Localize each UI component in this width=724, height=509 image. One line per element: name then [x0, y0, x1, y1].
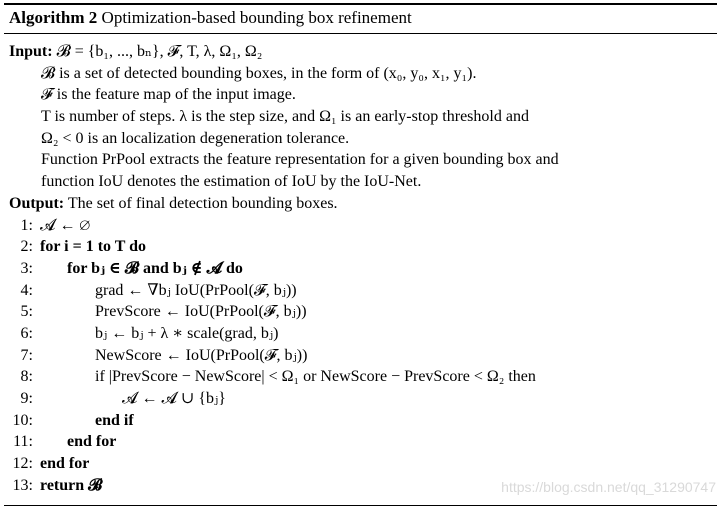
line-number: 9:: [20, 390, 33, 407]
title-rule: [4, 33, 717, 34]
output-line: [9, 193, 559, 215]
line-number: 5:: [20, 303, 33, 321]
code-text: end if: [95, 411, 134, 429]
algorithm-body: [9, 41, 559, 496]
line-number: 11:: [13, 433, 33, 451]
line-number: 12:: [12, 455, 33, 473]
code-text: PrevScore ← IoU(PrPool(𝓕, bⱼ)): [95, 303, 307, 321]
code-text: 𝓐 ← ∅: [40, 216, 91, 234]
code-line: [9, 475, 559, 497]
code-line: [9, 323, 559, 345]
code-line: [9, 280, 559, 302]
code-text: return 𝓑: [40, 476, 103, 494]
code-line: [9, 258, 559, 280]
input-description: Ω₂ < 0 is an localization degeneration tolerance.: [41, 129, 350, 147]
algorithm-name: Optimization-based bounding box refinement: [101, 8, 412, 27]
code-text: for i = 1 to T do: [40, 238, 147, 256]
code-line: [9, 236, 559, 258]
line-number: 6:: [20, 324, 33, 342]
code-line: [9, 366, 559, 388]
code-text: for bⱼ ∈ 𝓑 and bⱼ ∉ 𝓐 do: [67, 259, 243, 277]
code-line: [9, 410, 559, 432]
code-text: bⱼ ← bⱼ + λ ∗ scale(grad, bⱼ): [95, 324, 279, 342]
input-label: Input:: [9, 43, 53, 60]
code-text: grad ← ∇bⱼ IoU(PrPool(𝓕, bⱼ)): [95, 281, 297, 299]
code-line: [9, 431, 559, 453]
output-text: The set of final detection bounding boxes.: [67, 194, 338, 212]
input-line: [9, 41, 559, 63]
algorithm-label: Algorithm 2: [9, 8, 98, 27]
input-description: function IoU denotes the estimation of IoU by the IoU-Net.: [41, 173, 422, 191]
watermark: https://blog.csdn.net/qq_31290747: [501, 479, 716, 495]
code-text: end for: [40, 455, 90, 473]
code-line: [9, 453, 559, 475]
code-line: [9, 388, 559, 410]
line-number: 13:: [12, 476, 33, 494]
code-text: NewScore ← IoU(PrPool(𝓕, bⱼ)): [95, 346, 308, 364]
line-number: 7:: [20, 346, 33, 364]
line-number: 10:: [12, 411, 33, 429]
input-description: 𝓕 is the feature map of the input image.: [41, 86, 296, 104]
algorithm-title: [9, 8, 412, 28]
line-number: 1:: [20, 216, 33, 234]
input-signature: 𝓑 = {b₁, ..., bₙ}, 𝓕, T, λ, Ω₁, Ω₂: [56, 43, 263, 60]
top-rule: [4, 3, 717, 5]
output-label: Output:: [9, 194, 65, 212]
line-number: 4:: [20, 281, 33, 299]
code-line: [9, 301, 559, 323]
input-description: Function PrPool extracts the feature representation for a given bounding box and: [41, 151, 559, 169]
line-number: 3:: [20, 259, 33, 277]
input-description: T is number of steps. λ is the step size, and Ω₁ is an early-stop threshold and: [41, 108, 529, 126]
code-text: if |PrevScore − NewScore| < Ω₁ or NewScore − PrevScore < Ω₂ then: [95, 368, 536, 386]
bottom-rule: [4, 505, 717, 506]
code-text: 𝓐 ← 𝓐 ∪ {bⱼ}: [122, 390, 226, 407]
code-text: end for: [67, 433, 117, 451]
line-number: 2:: [20, 238, 33, 256]
code-line: [9, 215, 559, 237]
line-number: 8:: [20, 368, 33, 386]
code-line: [9, 345, 559, 367]
input-description: 𝓑 is a set of detected bounding boxes, in the form of (x₀, y₀, x₁, y₁).: [41, 64, 477, 82]
